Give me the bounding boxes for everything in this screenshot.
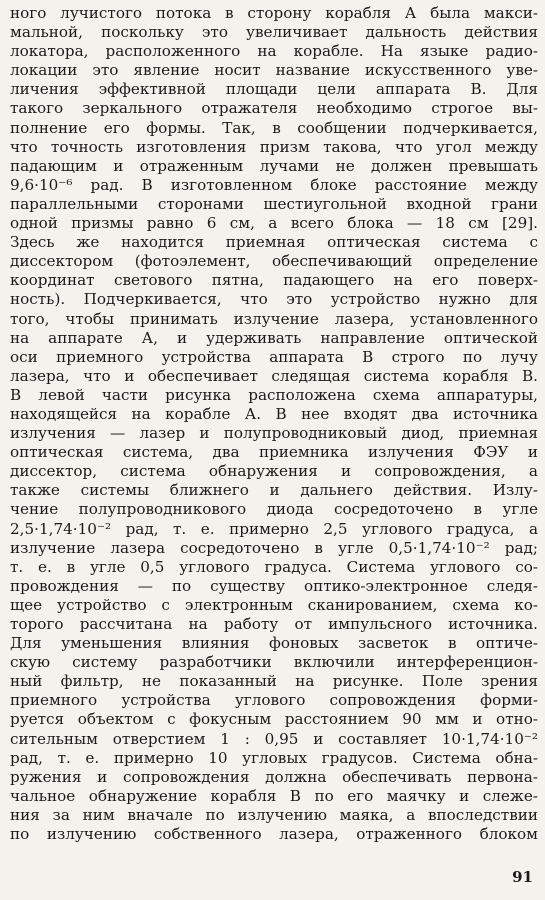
text-line: сительным отверстием 1 : 0,95 и составляет 10·1,74·10⁻² <box>10 729 538 748</box>
text-line: чальное обнаружение корабля В по его маячку и слеже- <box>10 786 538 805</box>
text-line: Для уменьшения влияния фоновых засветок в оптиче- <box>10 634 538 653</box>
text-line: оси приемного устройства аппарата В строго по лучу <box>10 347 538 366</box>
text-line: т. е. в угле 0,5 углового градуса. Система углового со- <box>10 557 538 576</box>
text-line: на аппарате А, и удерживать направление оптической <box>10 328 538 347</box>
text-line: также системы ближнего и дальнего действия. Излу- <box>10 481 538 500</box>
text-line: диссектором (фотоэлемент, обеспечивающий определение <box>10 252 538 271</box>
text-line: ного лучистого потока в сторону корабля А была макси- <box>10 4 538 22</box>
text-line: мальной, поскольку это увеличивает дальность действия <box>10 23 538 42</box>
text-line: ружения и сопровождения должна обеспечивать первона- <box>10 767 538 786</box>
text-line: щее устройство с электронным сканированием, схема ко- <box>10 595 538 614</box>
text-line: параллельными сторонами шестиугольной входной грани <box>10 194 538 213</box>
text-line: что точность изготовления призм такова, что угол между <box>10 137 538 156</box>
text-line: локатора, расположенного на корабле. На языке радио- <box>10 42 538 61</box>
text-line: приемного устройства углового сопровождения форми- <box>10 691 538 710</box>
text-line: падающим и отраженным лучами не должен превышать <box>10 156 538 175</box>
text-line: координат светового пятна, падающего на его поверх- <box>10 271 538 290</box>
text-line: 2,5·1,74·10⁻² рад, т. е. примерно 2,5 углового градуса, а <box>10 519 538 538</box>
text-line: того, чтобы принимать излучение лазера, установленного <box>10 309 538 328</box>
text-line: одной призмы равно 6 см, а всего блока — 18 см [29]. <box>10 214 538 233</box>
text-line: рад, т. е. примерно 10 угловых градусов. Система обна- <box>10 748 538 767</box>
text-line: 9,6·10⁻⁶ рад. В изготовленном блоке расстояние между <box>10 175 538 194</box>
text-line: по излучению собственного лазера, отраженного блоком <box>10 825 538 844</box>
page-number: 91 <box>512 868 533 886</box>
text-line: излучения — лазер и полупроводниковый диод, приемная <box>10 424 538 443</box>
text-line: В левой части рисунка расположена схема аппаратуры, <box>10 385 538 404</box>
text-line: руется объектом с фокусным расстоянием 90 мм и отно- <box>10 710 538 729</box>
text-line: полнение его формы. Так, в сообщении подчеркивается, <box>10 118 538 137</box>
text-line: провождения — по существу оптико-электронное следя- <box>10 576 538 595</box>
text-line: личения эффективной площади цели аппарата В. Для <box>10 80 538 99</box>
text-line: излучение лазера сосредоточено в угле 0,5·1,74·10⁻² рад; <box>10 538 538 557</box>
text-line: скую систему разработчики включили интерференцион- <box>10 653 538 672</box>
text-line: такого зеркального отражателя необходимо строгое вы- <box>10 99 538 118</box>
text-line: ность). Подчеркивается, что это устройство нужно для <box>10 290 538 309</box>
text-line: оптическая система, два приемника излучения ФЭУ и <box>10 443 538 462</box>
text-line: локации это явление носит название искусственного уве- <box>10 61 538 80</box>
body-text <box>10 4 538 844</box>
text-line: находящейся на корабле А. В нее входят два источника <box>10 404 538 423</box>
text-line: диссектор, система обнаружения и сопровождения, а <box>10 462 538 481</box>
text-line: торого рассчитана на работу от импульсного источника. <box>10 615 538 633</box>
text-line: ния за ним вначале по излучению маяка, а впоследствии <box>10 805 538 824</box>
text-line: Здесь же находится приемная оптическая система с <box>10 233 538 252</box>
text-line: ный фильтр, не показанный на рисунке. Поле зрения <box>10 672 538 691</box>
text-line: лазера, что и обеспечивает следящая система корабля В. <box>10 366 538 385</box>
text-line: чение полупроводникового диода сосредоточено в угле <box>10 500 538 519</box>
